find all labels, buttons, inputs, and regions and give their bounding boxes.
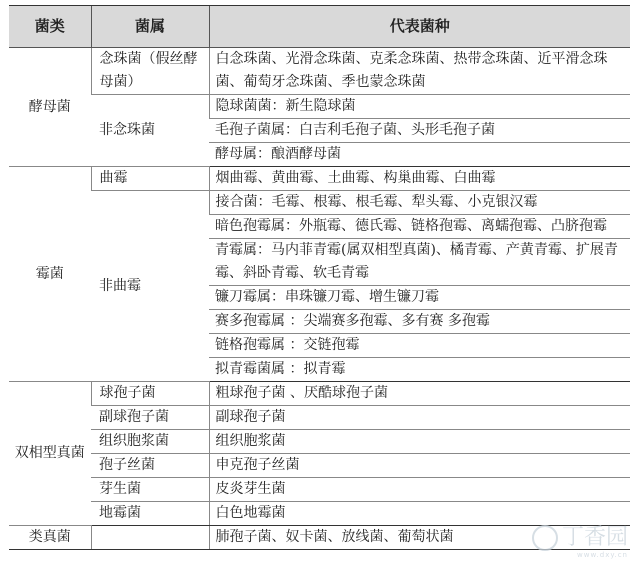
- species-dematiaceous: 暗色孢霉属：外瓶霉、德氏霉、链格孢霉、离蠕孢霉、凸脐孢霉: [209, 215, 630, 239]
- category-pseudofungi: 类真菌: [9, 526, 91, 550]
- species-paecilomyces: 拟青霉菌属 ：拟青霉: [209, 358, 630, 382]
- table-row: [9, 430, 630, 454]
- header-row: [9, 6, 630, 48]
- genus-aspergillus: 曲霉: [91, 167, 209, 191]
- table-row: [9, 95, 630, 119]
- watermark-text: 丁香园: [561, 525, 628, 550]
- species-sporothrix: 申克孢子丝菌: [209, 454, 630, 478]
- genus-geotrichum: 地霉菌: [91, 502, 209, 526]
- genus-noncandida: 非念珠菌: [91, 95, 209, 167]
- header-category: 菌类: [9, 6, 91, 48]
- category-mold: 霉菌: [9, 167, 91, 382]
- category-yeast: 酵母菌: [9, 48, 91, 167]
- species-coccidioides: 粗球孢子菌 、厌酷球孢子菌: [209, 382, 630, 406]
- species-zygomycetes: 接合菌：毛霉、根霉、根毛霉、犁头霉、小克银汉霉: [209, 191, 630, 215]
- species-trichosporon: 毛孢子菌属：白吉利毛孢子菌、头形毛孢子菌: [209, 119, 630, 143]
- genus-pseudofungi: [91, 526, 209, 550]
- fungi-classification-table: [9, 5, 630, 550]
- header-genus: 菌属: [91, 6, 209, 48]
- species-aspergillus: 烟曲霉、黄曲霉、土曲霉、构巢曲霉、白曲霉: [209, 167, 630, 191]
- species-saccharomyces: 酵母属：酿酒酵母菌: [209, 143, 630, 167]
- table-row: [9, 478, 630, 502]
- category-dimorphic: 双相型真菌: [9, 382, 91, 526]
- table-row: [9, 382, 630, 406]
- species-fusarium: 镰刀霉属：串珠镰刀霉、增生镰刀霉: [209, 286, 630, 310]
- table-row: [9, 167, 630, 191]
- species-alternaria: 链格孢霉属 ：交链孢霉: [209, 334, 630, 358]
- table-row: [9, 48, 630, 95]
- species-pseudofungi: 肺孢子菌、奴卡菌、放线菌、葡萄状菌: [209, 526, 630, 550]
- species-geotrichum: 白色地霉菌: [209, 502, 630, 526]
- genus-nonaspergillus: 非曲霉: [91, 191, 209, 382]
- genus-sporothrix: 孢子丝菌: [91, 454, 209, 478]
- watermark-url: www.dxy.cn: [577, 551, 628, 559]
- genus-histoplasma: 组织胞浆菌: [91, 430, 209, 454]
- header-species: 代表菌种: [209, 6, 630, 48]
- genus-coccidioides: 球孢子菌: [91, 382, 209, 406]
- species-candida: 白念珠菌、光滑念珠菌、克柔念珠菌、热带念珠菌、近平滑念珠菌、葡萄牙念珠菌、季也蒙念珠菌: [209, 48, 630, 95]
- species-histoplasma: 组织胞浆菌: [209, 430, 630, 454]
- species-penicillium: 青霉属：马内菲青霉(属双相型真菌)、橘青霉、产黄青霉、扩展青霉、斜卧青霉、软毛青霉: [209, 239, 630, 286]
- table-row: [9, 406, 630, 430]
- table-row: [9, 454, 630, 478]
- table-row: [9, 526, 630, 550]
- species-blastomyces: 皮炎芽生菌: [209, 478, 630, 502]
- genus-candida: 念珠菌（假丝酵母菌）: [91, 48, 209, 95]
- genus-blastomyces: 芽生菌: [91, 478, 209, 502]
- species-paracoccidioides: 副球孢子菌: [209, 406, 630, 430]
- table-row: [9, 191, 630, 215]
- table-row: [9, 502, 630, 526]
- genus-paracoccidioides: 副球孢子菌: [91, 406, 209, 430]
- species-scedosporium: 赛多孢霉属 ：尖端赛多孢霉、多有赛 多孢霉: [209, 310, 630, 334]
- species-cryptococcus: 隐球菌菌：新生隐球菌: [209, 95, 630, 119]
